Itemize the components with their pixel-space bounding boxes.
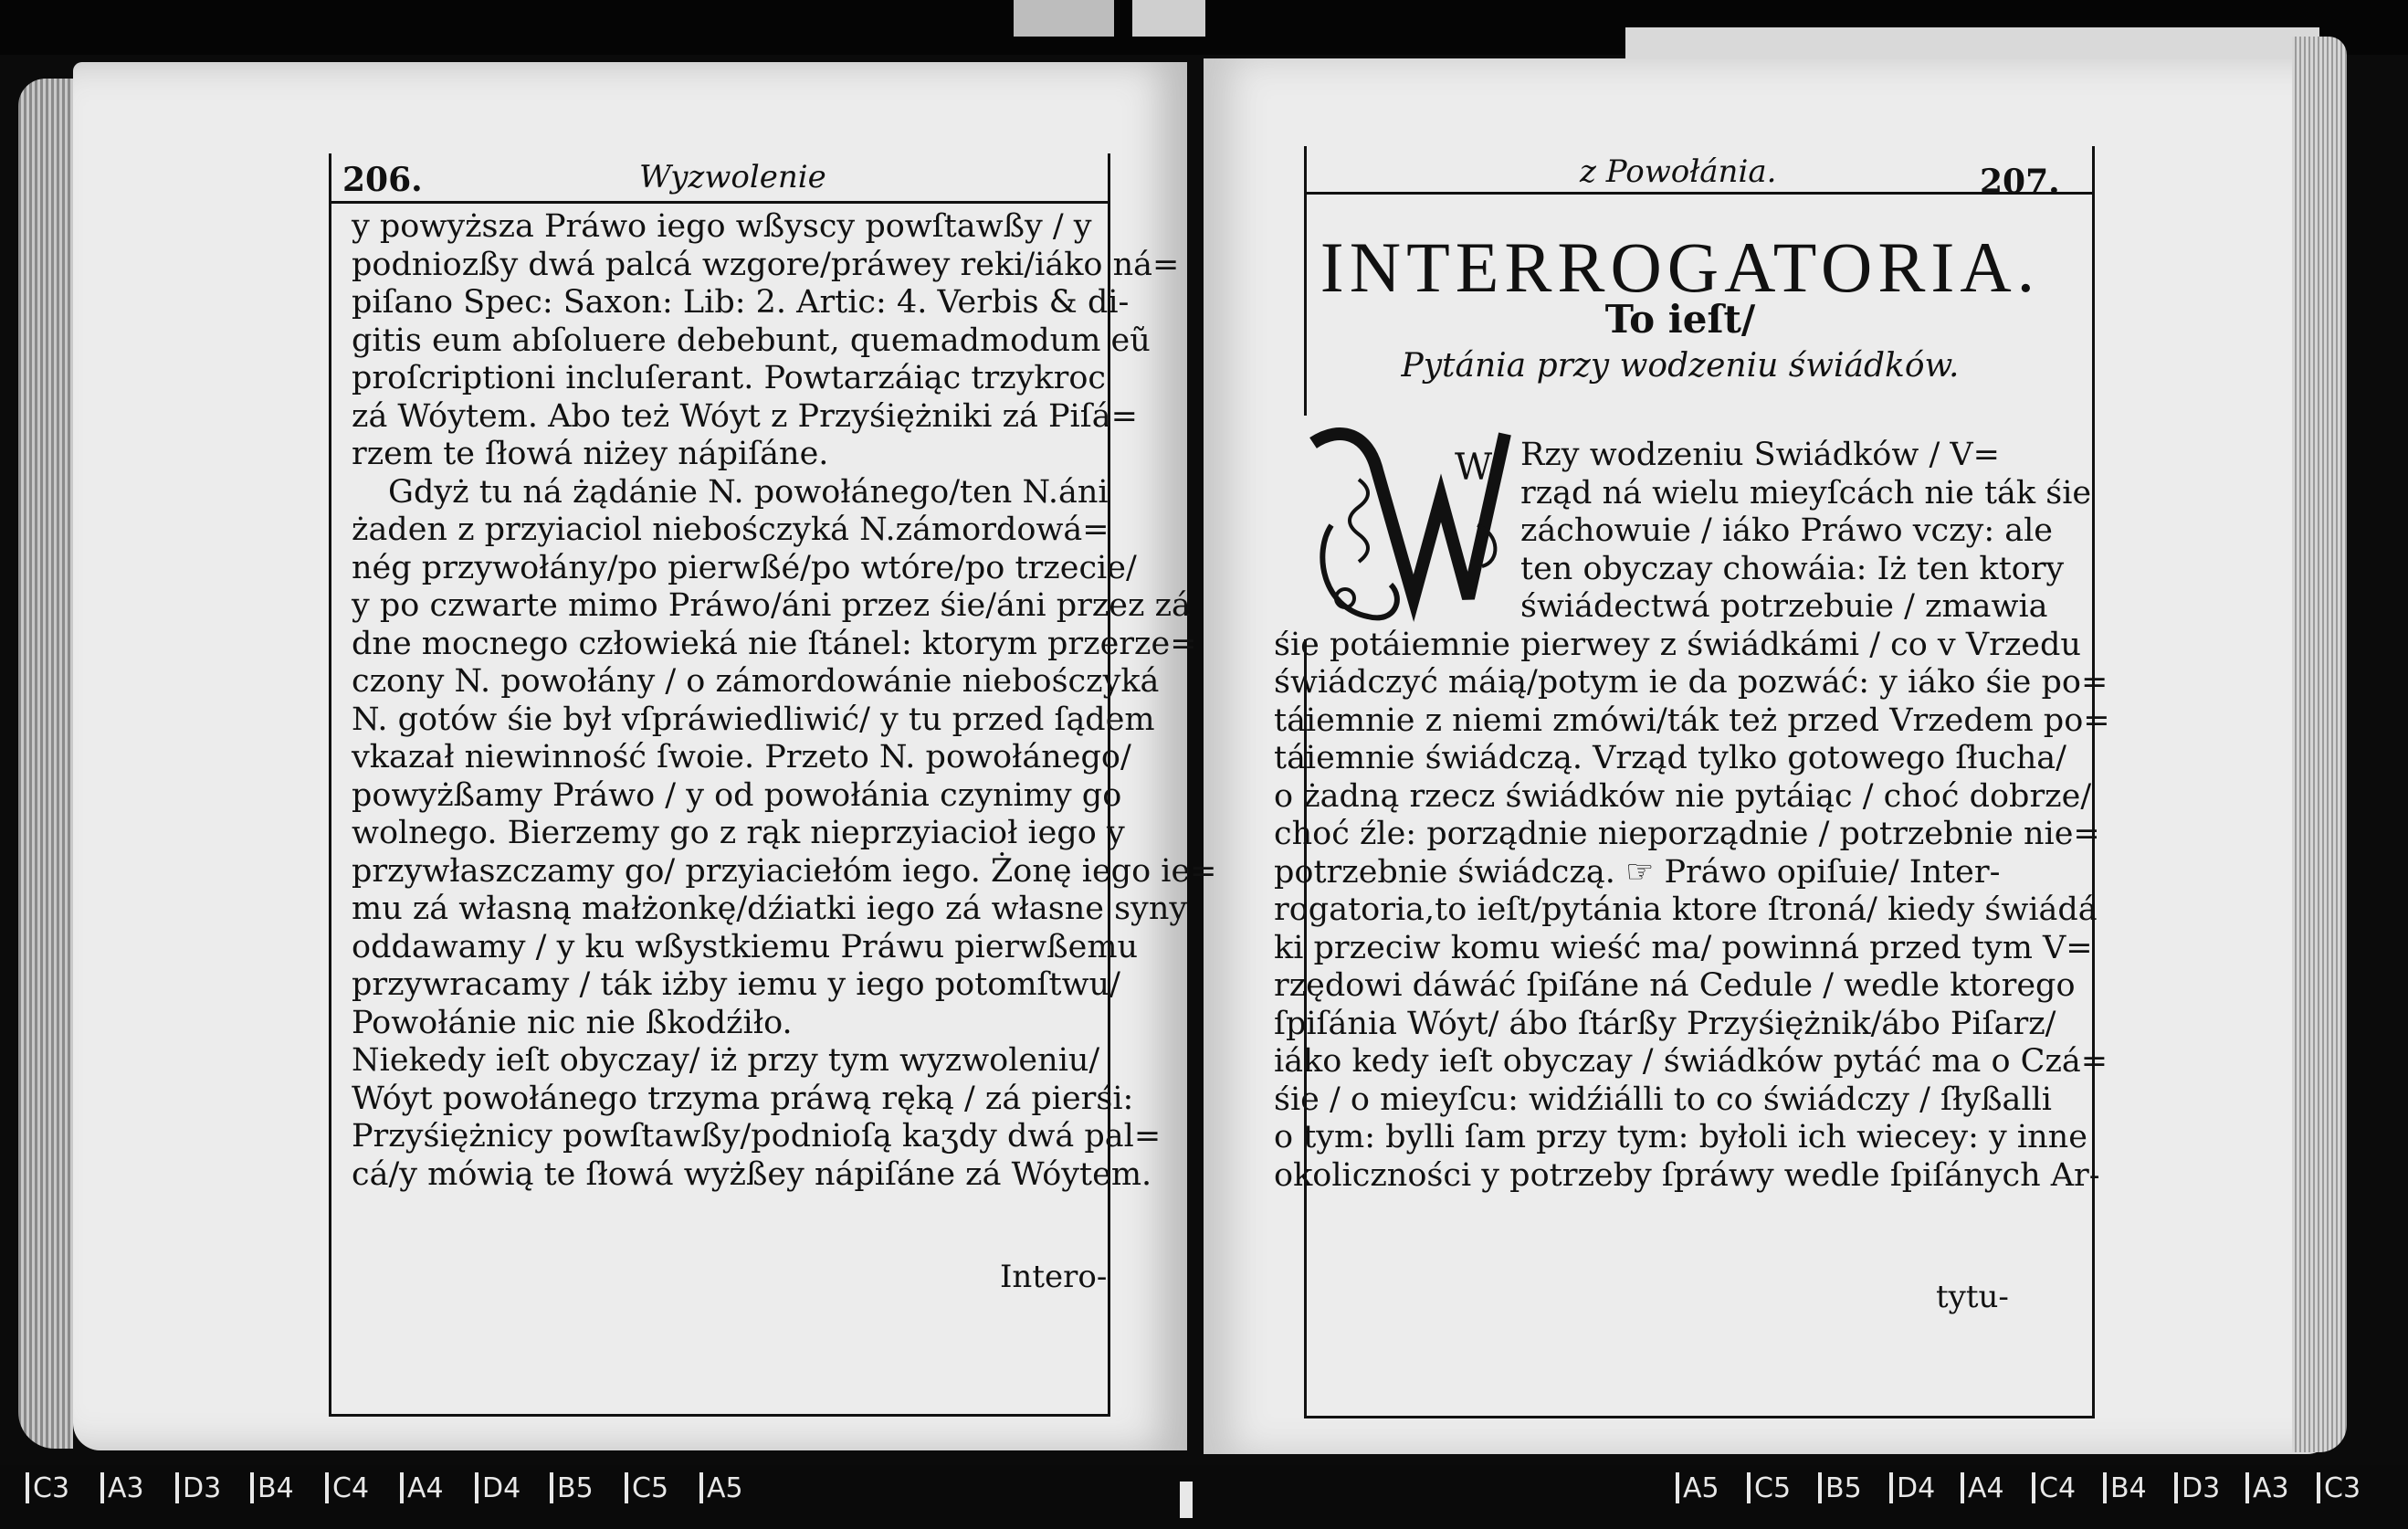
section-title: INTERROGATORIA. (1320, 227, 2041, 307)
text-line: rzem te ſłowá niżey nápiſáne. (352, 436, 829, 472)
scale-label: B4 (2110, 1472, 2147, 1504)
scale-label: C3 (2324, 1472, 2361, 1504)
scale-tick (400, 1472, 404, 1503)
text-line: potrzebnie świádczą. ☞ Práwo opiſuie/ Inter- (1274, 853, 2001, 891)
text-line: śie potáiemnie pierwey z świádkámi / co v Vrzedu (1274, 626, 2081, 663)
text-line: cá/y mówią te ſłowá wyżßey nápiſáne zá Wóytem. (352, 1155, 1152, 1193)
right-catchword: tytu- (1936, 1279, 2009, 1315)
scale-tick (2317, 1472, 2320, 1503)
text-line: proſcriptioni incluſerant. Powtarzáiąc trzykroc (352, 360, 1107, 396)
svg-text:W: W (1455, 447, 1493, 489)
scale-tick (26, 1472, 29, 1503)
text-line: ki przeciw komu wieść ma/ powinná przed tym V= (1274, 929, 2093, 966)
scale-label: A3 (108, 1472, 144, 1504)
text-line: mu zá własną małżonkę/dźiatki iego zá własne syny (352, 891, 1188, 927)
text-line: rogatoria,to ieſt/pytánia ktore ſtroná/ kiedy świádá (1274, 891, 2098, 928)
scale-tick (550, 1472, 553, 1503)
text-line: wolnego. Bierzemy go z rąk nieprzyiacioł iego y (352, 815, 1125, 851)
text-line: czony N. powołány / o zámordowánie niebośczyká (352, 663, 1160, 700)
scale-tick (625, 1472, 628, 1503)
section-subtitle-italic: Pytánia przy wodzeniu świádków. (1401, 347, 1960, 385)
text-line: oddawamy / y ku wßystkiemu Práwu pierwßemu (352, 928, 1139, 965)
scale-label: A4 (407, 1472, 444, 1504)
text-line: vkazał niewinność ſwoie. Przeto N. powołánego/ (352, 739, 1131, 775)
right-page-text (1274, 437, 2110, 1195)
text-line: okoliczności y potrzeby ſpráwy wedle ſpiſánych Ar- (1274, 1156, 2100, 1194)
text-line: podniozßy dwá palcá wzgore/práwey reki/iáko ná= (352, 246, 1180, 283)
right-running-head: z Powołánia. (1580, 153, 1777, 190)
right-page-number: 207. (1980, 163, 2060, 201)
scale-label: C4 (332, 1472, 370, 1504)
text-line: powyżßamy Práwo / y od powołánia czynimy go (352, 776, 1122, 814)
scale-label: B4 (258, 1472, 294, 1504)
scale-tick (1818, 1472, 1822, 1503)
scale-label: C4 (2039, 1472, 2077, 1504)
left-page-text (352, 208, 1217, 1194)
text-line: Przyśiężnicy powſtawßy/podnioſą kaʒdy dwá pal= (352, 1118, 1162, 1155)
scale-tick (2245, 1472, 2249, 1503)
text-line: táiemnie świádczą. Vrząd tylko gotowego ſłucha/ (1274, 740, 2066, 776)
text-line: zá Wóytem. Abo też Wóyt z Przyśiężniki zá Piſá= (352, 397, 1138, 435)
left-page-number: 206. (342, 161, 423, 199)
text-line: świádectwá potrzebuie / zmawia (1520, 588, 2048, 625)
scale-label: D4 (1897, 1472, 1936, 1504)
scale-tick (1747, 1472, 1751, 1503)
scale-tick (175, 1472, 179, 1503)
gutter-marker (1180, 1482, 1193, 1518)
scale-label: D3 (183, 1472, 222, 1504)
book-left-edge (18, 79, 73, 1449)
text-line: ten obyczay chowáia: Iż ten ktory (1520, 550, 2065, 587)
text-line: y po czwarte mimo Práwo/áni przez śie/áni przez zá (352, 587, 1191, 624)
scale-label: A4 (1968, 1472, 2004, 1504)
book-right-edge (2292, 37, 2347, 1452)
scale-tick (2174, 1472, 2178, 1503)
scale-label: A5 (707, 1472, 743, 1504)
scale-label: D3 (2182, 1472, 2221, 1504)
scale-tick (1676, 1472, 1679, 1503)
scale-tick (250, 1472, 254, 1503)
text-line: piſano Spec: Saxon: Lib: 2. Artic: 4. Verbis & di- (352, 284, 1130, 321)
text-line: o tym: bylli ſam przy tym: byłoli ich wiecey: y inne (1274, 1119, 2087, 1155)
text-line: rząd ná wielu mieyſcách nie ták śie (1520, 474, 2092, 511)
text-line: choć źle: porządnie nieporządnie / potrzebnie nie= (1274, 816, 2100, 852)
text-line: N. gotów śie był vſpráwiedliwić/ y tu przed ſądem (352, 701, 1155, 738)
section-subtitle: To ieſt/ (1604, 297, 1756, 342)
left-catchword: Intero- (1000, 1259, 1108, 1295)
scale-label: A5 (1683, 1472, 1719, 1504)
text-line: świádczyć máią/potym ie da pozwáć: y iáko śie po= (1274, 664, 2108, 701)
text-line: y powyższa Práwo iego wßyscy powſtawßy / y (352, 208, 1092, 245)
left-running-head: Wyzwolenie (639, 159, 826, 195)
scale-tick (325, 1472, 329, 1503)
text-line: nég przywołány/po pierwßé/po wtóre/po trzecie/ (352, 549, 1137, 586)
scale-tick (1961, 1472, 1964, 1503)
scale-tick (100, 1472, 104, 1503)
text-line: Rzy wodzeniu Swiádków / V= (1520, 437, 2000, 473)
text-line: żaden z przyiaciol niebośczyká N.zámordowá= (352, 511, 1109, 548)
text-line: przywłaszczamy go/ przyiaciełóm iego. Żonę iego ie= (352, 852, 1217, 890)
scale-label: B5 (557, 1472, 594, 1504)
scale-label: C5 (632, 1472, 669, 1504)
scale-label: D4 (482, 1472, 521, 1504)
scale-tick (699, 1472, 703, 1503)
scale-tick (1889, 1472, 1893, 1503)
text-line: śie / o mieyſcu: widźiálli to co świádczy / ſłyßalli (1274, 1081, 2052, 1118)
text-line: Powołánie nic nie ßkodźiło. (352, 1004, 793, 1041)
text-line: záchowuie / iáko Práwo vczy: ale (1520, 512, 2054, 549)
text-line: táiemnie z niemi zmówi/ták też przed Vrzedem po= (1274, 701, 2110, 739)
text-line: o żadną rzecz świádków nie pytáiąc / choć dobrze/ (1274, 777, 2092, 815)
text-line: rzędowi dáwáć ſpiſáne ná Cedule / wedle ktorego (1274, 967, 2076, 1004)
scale-label: C3 (33, 1472, 70, 1504)
text-line: przywracamy / ták iżby iemu y iego potomſtwu/ (352, 966, 1120, 1003)
scan-top-background (0, 0, 2408, 55)
text-line: Gdyż tu ná żądánie N. powołánego/ten N.áni (388, 473, 1109, 511)
text-line: gitis eum abſoluere debebunt, quemadmodum eũ (352, 322, 1151, 359)
scale-label: B5 (1825, 1472, 1862, 1504)
scale-label: C5 (1754, 1472, 1792, 1504)
scale-tick (2032, 1472, 2035, 1503)
text-line: ſpiſánia Wóyt/ ábo ſtárßy Przyśiężnik/ábo Piſarz/ (1274, 1005, 2056, 1042)
text-line: Niekedy ieſt obyczay/ iż przy tym wyzwoleniu/ (352, 1042, 1100, 1079)
scale-tick (475, 1472, 478, 1503)
text-line: iáko kedy ieſt obyczay / świádków pytáć ma o Czá= (1274, 1043, 2108, 1080)
text-line: Wóyt powołánego trzyma práwą ręką / zá pierśi: (352, 1080, 1134, 1117)
text-line: dne mocnego człowieká nie ſtánel: ktorym przerze= (352, 625, 1197, 662)
scale-tick (2103, 1472, 2107, 1503)
scale-label: A3 (2253, 1472, 2289, 1504)
